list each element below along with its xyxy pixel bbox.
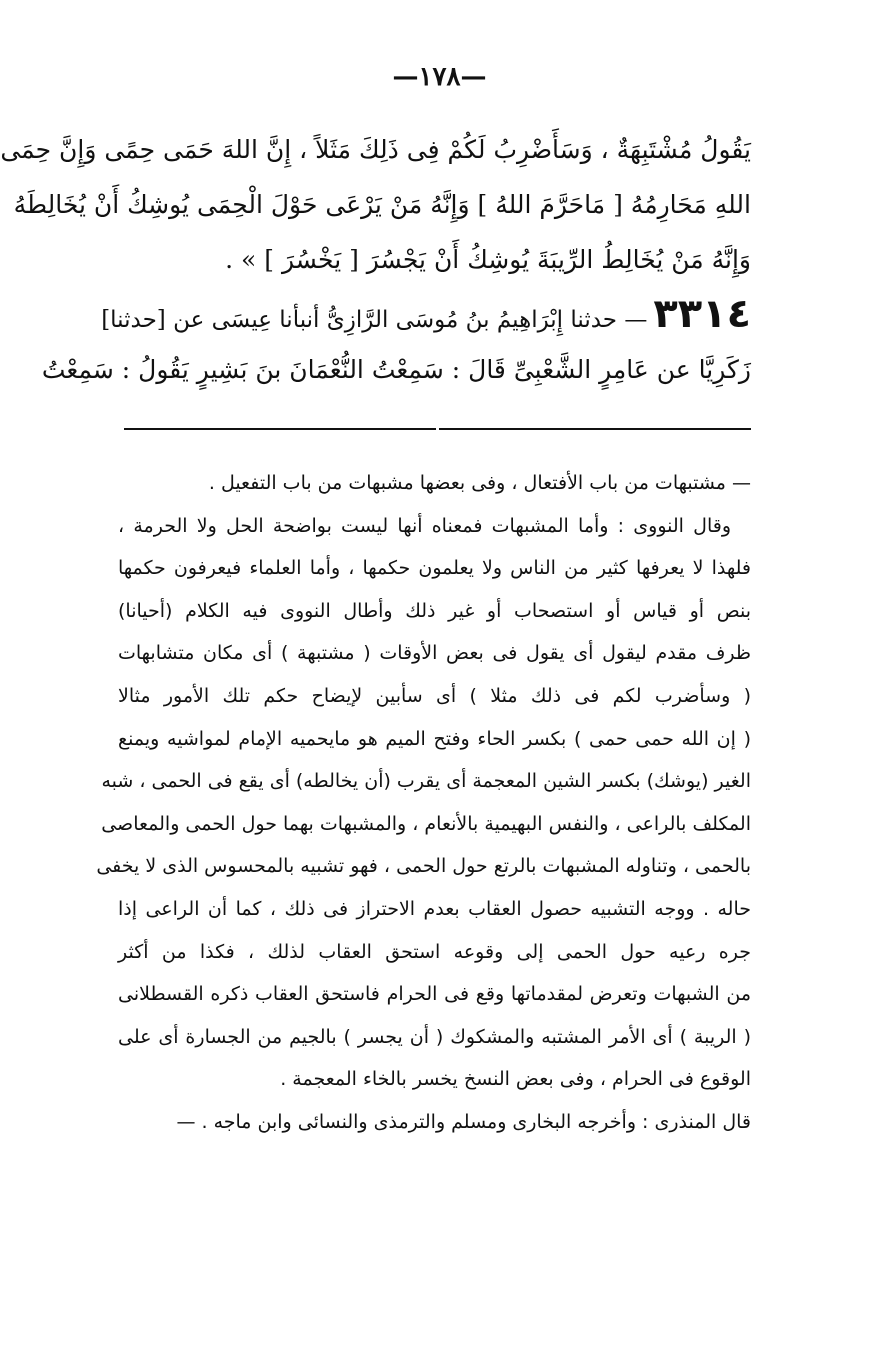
commentary-line: فلهذا لا يعرفها كثير من الناس ولا يعلمون حكمها ، وأما العلماء فيعرفون حكمها bbox=[118, 557, 751, 580]
commentary-line: حاله . ووجه التشبيه حصول العقاب بعدم الاحتراز فى ذلك ، كما أن الراعى إذا bbox=[118, 897, 751, 920]
commentary-line: بالحمى ، وتناوله المشبهات بالرتع حول الحمى ، فهو تشبيه بالمحسوس الذى لا يخفى bbox=[96, 855, 751, 878]
hadith-line-numbered bbox=[101, 287, 751, 342]
commentary-line: بنص أو قياس أو استصحاب أو غير ذلك وأطال النووى فيه الكلام (أحيانا) bbox=[118, 599, 751, 622]
hadith-isnad: — حدثنا إِبْرَاهِيمُ بنُ مُوسَى الرَّازِىُّ أنبأنا عِيسَى عن [حدثنا] bbox=[101, 307, 648, 333]
hadith-text-block bbox=[0, 122, 751, 397]
commentary-line: المكلف بالراعى ، والنفس البهيمية بالأنعام ، والمشبهات بهما حول الحمى والمعاصى bbox=[101, 812, 751, 835]
hadith-line: وَإِنَّهُ مَنْ يُخَالِطُ الرِّيبَةَ يُوشِكُ أَنْ يَجْسُرَ [ يَخْسُرَ ] » . bbox=[225, 245, 751, 274]
commentary-block bbox=[96, 462, 751, 1144]
commentary-line: ( الريبة ) أى الأمر المشتبه والمشكوك ( أن يجسر ) بالجيم من الجسارة أى على bbox=[118, 1025, 751, 1048]
hadith-line: يَقُولُ مُشْتَبِهَةٌ ، وَسَأَضْرِبُ لَكُمْ فِى ذَلِكَ مَثَلاً ، إِنَّ اللهَ حَمَى حِمًى وَإِنَّ حِمَى bbox=[0, 135, 751, 164]
divider-rule-right bbox=[439, 428, 751, 430]
commentary-line: وقال النووى : وأما المشبهات فمعناه أنها ليست بواضحة الحل ولا الحرمة ، bbox=[118, 514, 731, 537]
hadith-number: ٣٣١٤ bbox=[653, 291, 751, 337]
commentary-line: جره رعيه حول الحمى إلى وقوعه استحق العقاب لذلك ، فكذا من أكثر bbox=[118, 940, 751, 963]
commentary-line: ( إن الله حمى حمى ) بكسر الحاء وفتح الميم هو مايحميه الإمام لمواشيه ويمنع bbox=[118, 727, 751, 750]
divider-rule-left bbox=[124, 428, 436, 430]
footnote-divider bbox=[124, 428, 751, 432]
commentary-line: — مشتبهات من باب الأفتعال ، وفى بعضها مشبهات من باب التفعيل . bbox=[208, 472, 751, 494]
page-number: —١٧٨— bbox=[392, 62, 487, 92]
hadith-line: اللهِ مَحَارِمُهُ [ مَاحَرَّمَ اللهُ ] وَإِنَّهُ مَنْ يَرْعَى حَوْلَ الْحِمَى يُوشِكُ أَنْ يُخَالِطَهُ bbox=[13, 190, 751, 219]
commentary-line: قال المنذرى : وأخرجه البخارى ومسلم والترمذى والنسائى وابن ماجه . — bbox=[176, 1110, 751, 1133]
hadith-line: زَكَرِيَّا عن عَامِرٍ الشَّعْبِىِّ قَالَ : سَمِعْتُ النُّعْمَانَ بنَ بَشِيرٍ يَقُولُ : سَمِعْتُ bbox=[41, 355, 751, 384]
commentary-line: الغير (يوشك) بكسر الشين المعجمة أى يقرب (أن يخالطه) أى يقع فى الحمى ، شبه bbox=[101, 770, 751, 793]
commentary-line: ظرف مقدم ليقول أى يقول فى بعض الأوقات ( مشتبهة ) أى مكان متشابهات bbox=[118, 642, 751, 665]
commentary-line: من الشبهات وتعرض لمقدماتها وقع فى الحرام فاستحق العقاب ذكره القسطلانى bbox=[118, 983, 751, 1006]
commentary-line: ( وسأضرب لكم فى ذلك مثلا ) أى سأبين لإيضاح حكم تلك الأمور مثالا bbox=[118, 684, 751, 707]
commentary-line: الوقوع فى الحرام ، وفى بعض النسخ يخسر بالخاء المعجمة . bbox=[280, 1068, 751, 1091]
